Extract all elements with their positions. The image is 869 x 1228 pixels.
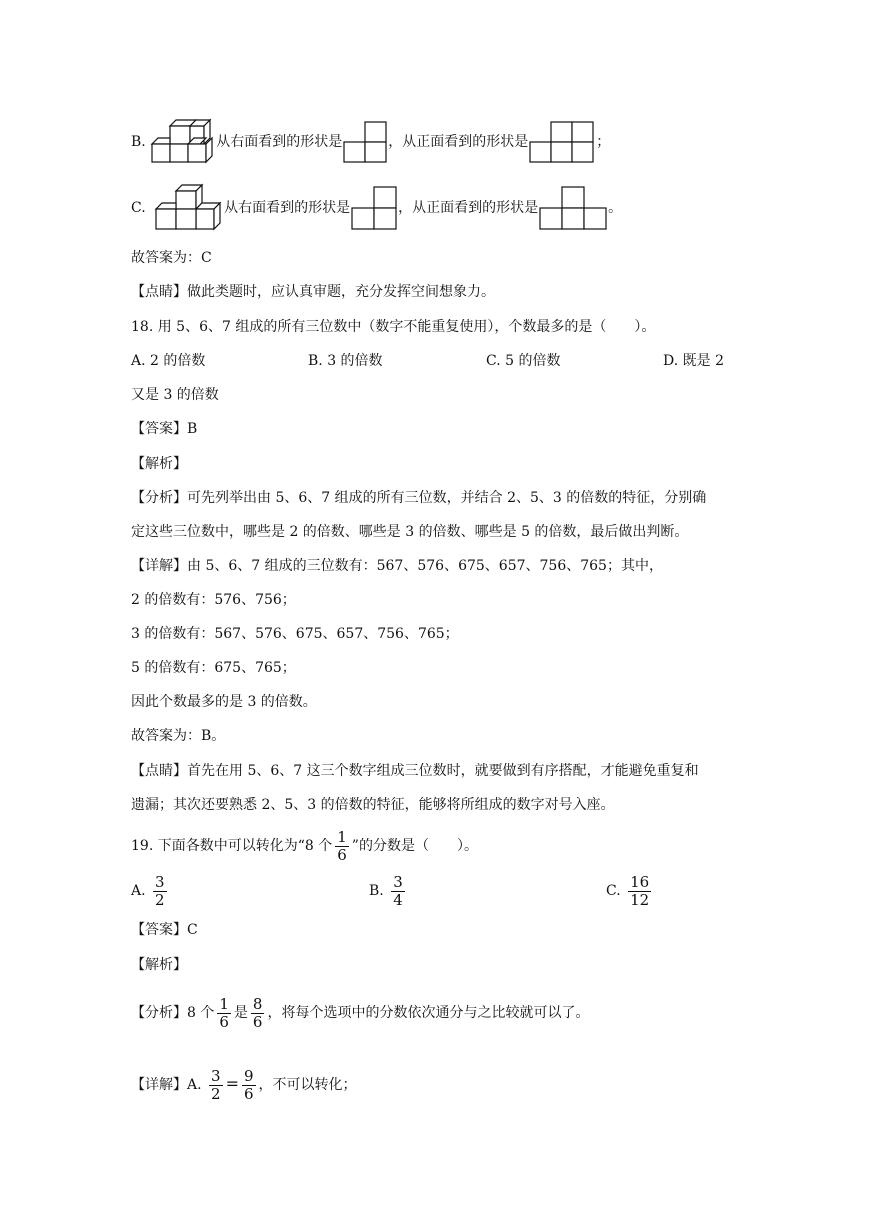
q18-answer: 【答案】B — [131, 421, 198, 437]
q19-option-b: B. $\frac{3}{4}$ — [369, 872, 403, 909]
q18-detail: 【详解】由 5、6、7 组成的三位数有：567、576、675、657、756、765；其中， — [131, 558, 663, 574]
q19-option-c: C. $\frac{16}{12}$ — [606, 872, 650, 909]
q18-analysis: 【分析】可先列举出由 5、6、7 组成的所有三位数，并结合 2、5、3 的倍数的特征，分别确 — [131, 490, 707, 506]
front-view-b-icon — [528, 121, 596, 163]
right-view-c-icon — [350, 186, 398, 230]
q19-answer: 【答案】C — [131, 922, 198, 938]
q17-tip: 【点睛】做此类题时，应认真审题，充分发挥空间想象力。 — [131, 284, 495, 300]
fraction: $\frac{3}{2}$ — [211, 1066, 221, 1103]
front-view-c-icon — [538, 186, 608, 230]
fraction: $\frac{1}{6}$ — [219, 994, 229, 1031]
q17-answer: 故答案为：C — [131, 250, 212, 266]
option-label: C. — [131, 200, 146, 216]
q18-option-b: B. 3 的倍数 — [308, 353, 383, 369]
q19-option-a: A. $\frac{3}{2}$ — [131, 872, 165, 909]
q18-tip: 【点睛】首先在用 5、6、7 这三个数字组成三位数时，就要做到有序搭配，才能避免重复和 — [131, 763, 699, 779]
q18-tip-cont: 遗漏；其次还要熟悉 2、5、3 的倍数的特征，能够将所组成的数字对号入座。 — [131, 797, 615, 813]
cube-figure-c-icon — [150, 183, 224, 233]
fraction: $\frac{3}{2}$ — [155, 872, 165, 909]
q18-option-a: A. 2 的倍数 — [131, 353, 206, 369]
q18-jiexi: 【解析】 — [131, 456, 187, 472]
fraction: $\frac{16}{12}$ — [630, 872, 650, 909]
q17-option-b: B. 从右面看到的形状是 ，从正面看到的形状是 ； — [131, 118, 610, 166]
right-view-b-icon — [342, 121, 388, 163]
q18-stem: 18. 用 5、6、7 组成的所有三位数中（数字不能重复使用），个数最多的是（ ）。 — [131, 319, 656, 335]
q19-jiexi: 【解析】 — [131, 957, 187, 973]
q18-analysis-cont: 定这些三位数中，哪些是 2 的倍数、哪些是 3 的倍数、哪些是 5 的倍数，最后做出判断。 — [131, 524, 689, 540]
option-label: B. — [131, 134, 146, 150]
fraction: $\frac{9}{6}$ — [243, 1066, 254, 1103]
q18-detail-summary: 因此个数最多的是 3 的倍数。 — [131, 694, 317, 710]
fraction: $\frac{8}{6}$ — [252, 994, 263, 1031]
q18-detail-3: 3 的倍数有：567、576、675、657、756、765； — [131, 626, 459, 642]
fraction: $\frac{3}{4}$ — [393, 872, 403, 909]
q18-option-d-wrap: 又是 3 的倍数 — [131, 387, 219, 403]
q17-option-c: C. 从右面看到的形状是 ，从正面看到的形状是 。 — [131, 183, 622, 233]
fraction: $\frac{1}{6}$ — [337, 827, 347, 864]
q19-stem: 19. 下面各数中可以转化为“8 个 $\frac{1}{6}$ ”的分数是（ ）。 — [131, 827, 478, 864]
q18-option-d: D. 既是 2 — [663, 353, 724, 369]
q19-analysis: 【分析】8 个 $\frac{1}{6}$ 是 $\frac{8}{6}$ ，将每个选项中的分数依次通分与之比较就可以了。 — [131, 994, 590, 1031]
q18-detail-5: 5 的倍数有：675、765； — [131, 660, 296, 676]
q19-detail: 【详解】A. $\frac{3}{2}$ = $\frac{9}{6}$ ，不可以转化； — [131, 1066, 357, 1103]
q18-option-c: C. 5 的倍数 — [486, 353, 561, 369]
q18-conclusion: 故答案为：B。 — [131, 728, 226, 744]
q18-detail-2: 2 的倍数有：576、756； — [131, 592, 296, 608]
cube-figure-b-icon — [150, 118, 216, 166]
